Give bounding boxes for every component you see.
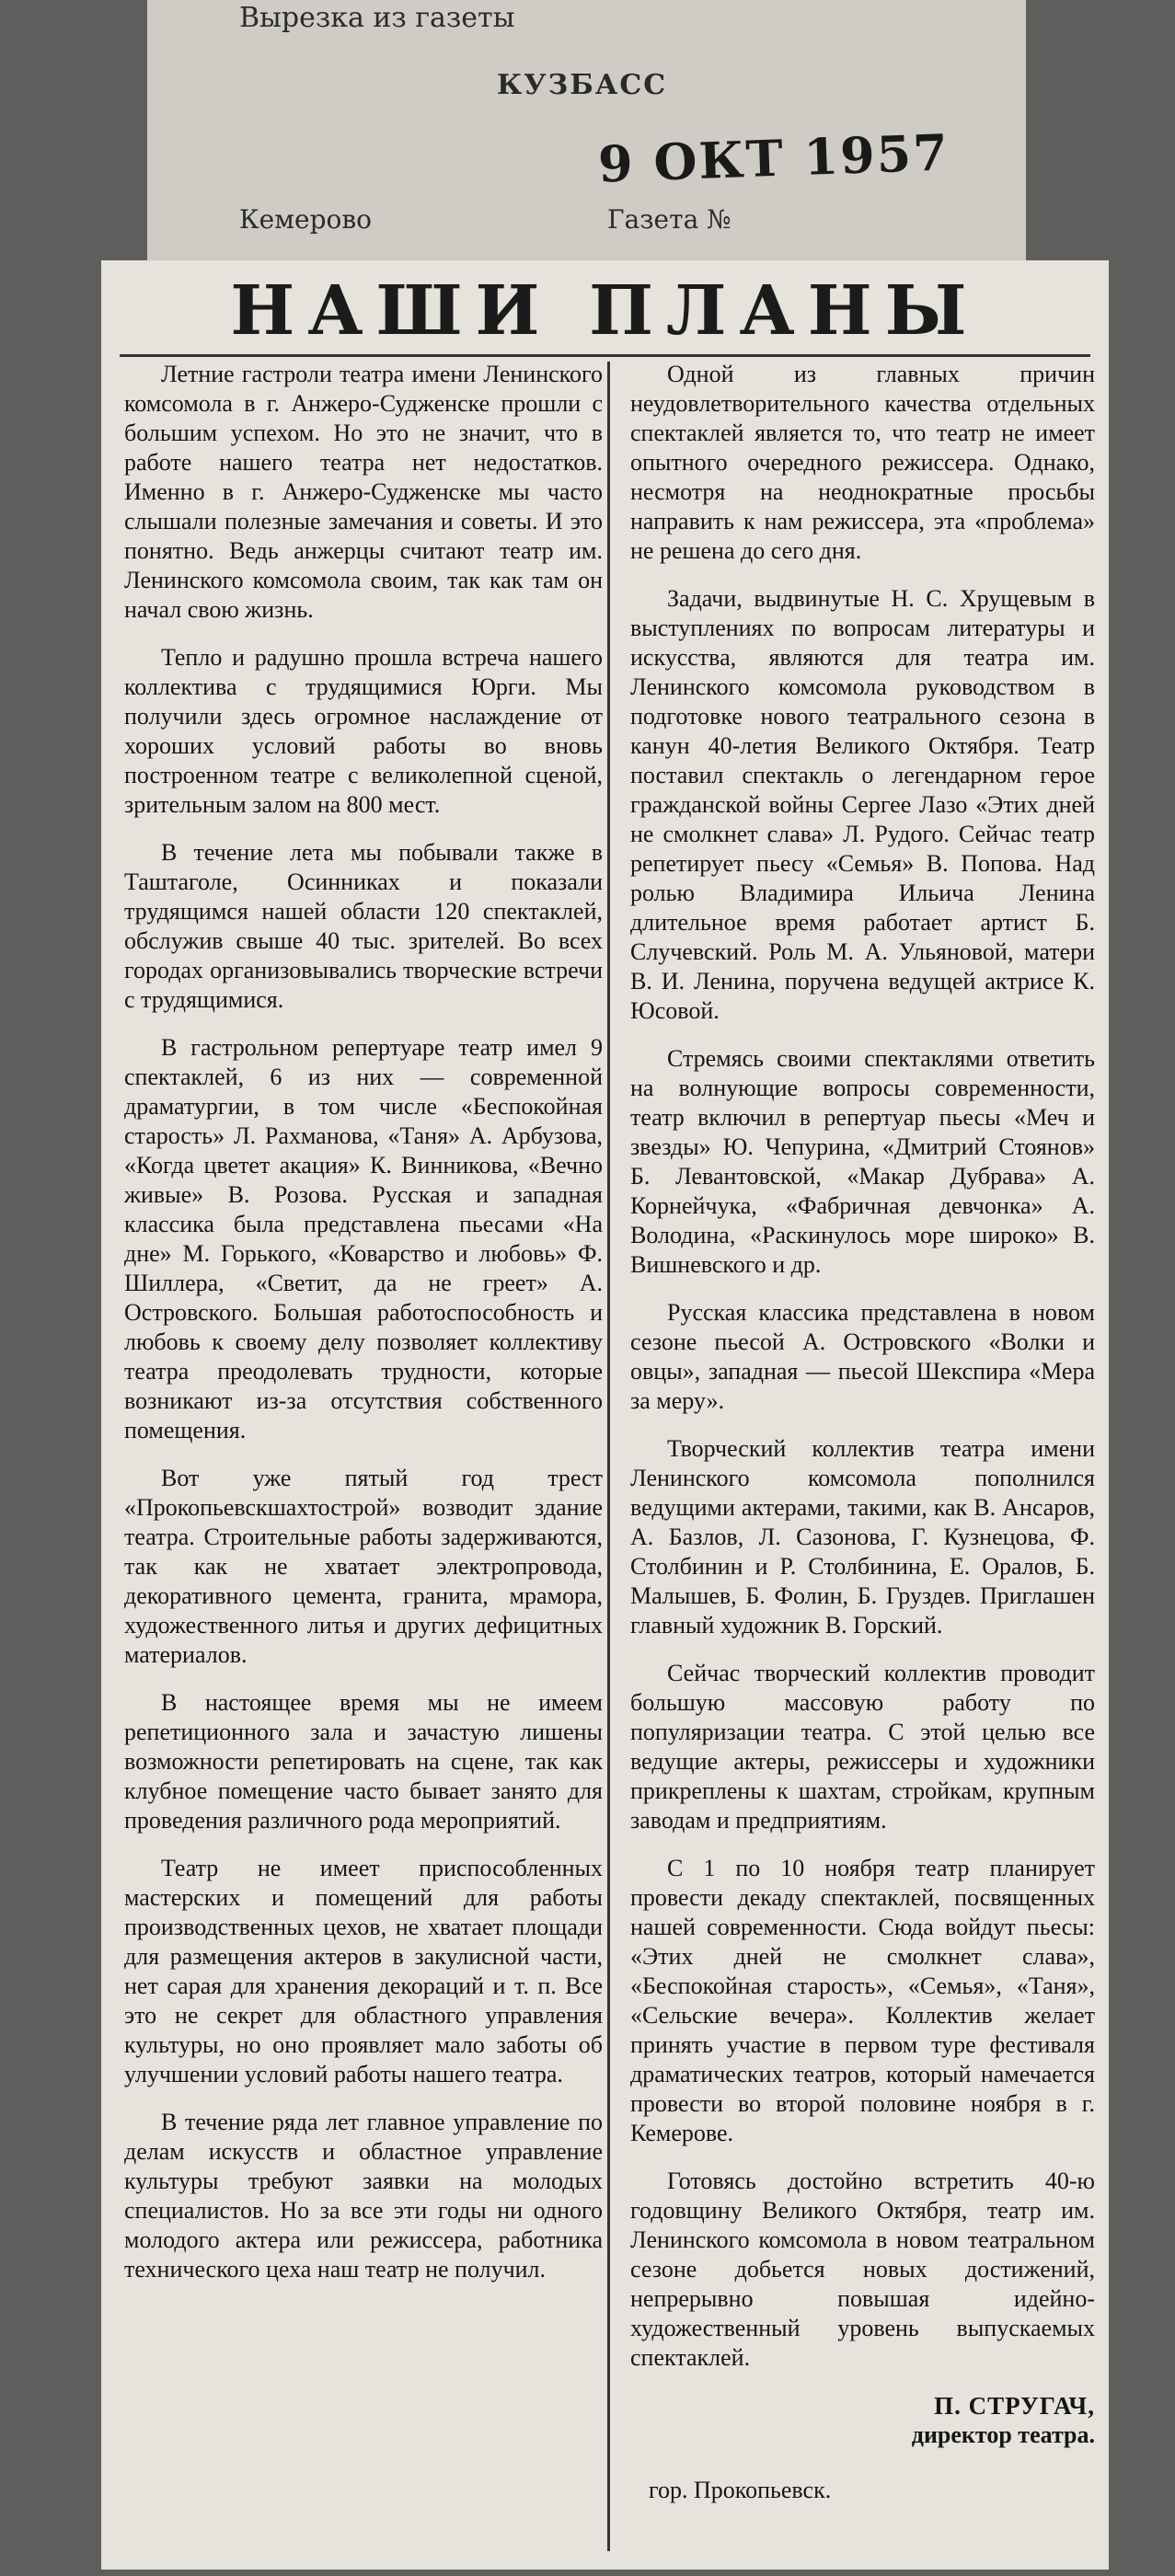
article-paragraph: Задачи, выдвинутые Н. С. Хрущевым в выступлениях по вопросам литературы и искусства, являются для театра им. Ленинского комсомола руководством в подготовке нового театрального сезона в канун 40-летия Великого Октября. Театр поставил спектакль о легендарном герое гражданской войны Сергее Лазо «Этих дней не смолкнет слава» Л. Рудого. Сейчас театр репетирует пьесу «Семья» В. Попова. Над ролью Владимира Ильича Ленина длительное время работает артист Б. Случевский. Роль М. А. Ульяновой, матери В. И. Ленина, поручена ведущей актрисе К. Юсовой. [630, 585, 1095, 1024]
article-paragraph: Вот уже пятый год трест «Прокопьевскшахтострой» возводит здание театра. Строительные работы задерживаются, так как не хватает электропровода, декоративного цемента, гранита, мрамора, художественного литья и других дефицитных материалов. [124, 1465, 603, 1668]
author-name: П. СТРУГАЧ, [934, 2392, 1095, 2420]
title-rule [120, 354, 1090, 357]
article-paragraph: Одной из главных причин неудовлетворительного качества отдельных спектаклей является то, что театр не имеет опытного очередного режиссера. Однако, несмотря на неоднократные просьбы направить к нам режиссера, эта «проблема» не решена до сего дня. [630, 361, 1095, 564]
article-paragraph: В гастрольном репертуаре театр имел 9 спектаклей, 6 из них — современной драматургии, в том числе «Беспокойная старость» Л. Рахманова, «Таня» А. Арбузова, «Когда цветет акация» К. Винникова, «Вечно живые» В. Розова. Русская и западная классика была представлена пьесами «На дне» М. Горького, «Коварство и любовь» Ф. Шиллера, «Светит, да не греет» А. Островского. Большая работоспособность и любовь к своему делу позволяет коллективу театра преодолевать трудности, которые возникают из-за отсутствия собственного помещения. [124, 1034, 603, 1443]
article-paragraph: Русская классика представлена в новом сезоне пьесой А. Островского «Волки и овцы», западная — пьесой Шекспира «Мера за меру». [630, 1299, 1095, 1414]
article-paragraph: Летние гастроли театра имени Ленинского комсомола в г. Анжеро-Судженске прошли с большим успехом. Но это не значит, что в работе нашего театра нет недостатков. Именно в г. Анжеро-Судженске мы часто слышали полезные замечания и советы. И это понятно. Ведь анжерцы считают театр им. Ленинского комсомола своим, так как там он начал свою жизнь. [124, 361, 603, 623]
article-paragraph: В течение лета мы побывали также в Таштаголе, Осинниках и показали трудящимся нашей области 120 спектаклей, обслужив свыше 40 тыс. зрителей. Во всех городах организовывались творческие встречи с трудящимися. [124, 839, 603, 1013]
article-paragraph: Стремясь своими спектаклями ответить на волнующие вопросы современности, театр включил в репертуар пьесы «Меч и звезды» Ю. Чепурина, «Дмитрий Стоянов» Б. Левантовской, «Макар Дубрава» А. Корнейчука, «Фабричная девчонка» А. Володина, «Раскинулось море широко» В. Вишневского и др. [630, 1045, 1095, 1278]
newspaper-name: КУЗБАСС [497, 69, 668, 101]
article-paragraph: Театр не имеет приспособленных мастерских и помещений для работы производственных цехов, не хватает площади для размещения актеров в закулисной части, нет сарая для хранения декораций и т. п. Все это не секрет для областного управления культуры, но оно проявляет мало заботы об улучшении условий работы нашего театра. [124, 1855, 603, 2087]
left-column [124, 360, 603, 2303]
article-paragraph: В настоящее время мы не имеем репетиционного зала и зачастую лишены возможности репетировать на сцене, так как клубное помещение часто бывает занято для проведения различного рода мероприятий. [124, 1689, 603, 1834]
article-paragraph: Готовясь достойно встретить 40-ю годовщину Великого Октября, театр им. Ленинского комсомола в новом театральном сезоне добьется новых достижений, непрерывно повышая идейно-художественный уровень выпускаемых спектаклей. [630, 2168, 1095, 2371]
article-paragraph: В течение ряда лет главное управление по делам искусств и областное управление культуры требуют заявки на молодых специалистов. Но за все эти годы ни одного молодого актера или режиссера, работника технического цеха наш театр не получил. [124, 2109, 603, 2283]
signature-block [630, 2391, 1095, 2505]
article-paragraph: Творческий коллектив театра имени Ленинского комсомола пополнился ведущими актерами, такими, как В. Ансаров, А. Базлов, Л. Сазонова, Г. Кузнецова, Ф. Столбинин и Р. Столбинина, Е. Оралов, Б. Малышев, Б. Фолин, Б. Груздев. Приглашен главный художник В. Горский. [630, 1435, 1095, 1639]
author-title: директор театра. [911, 2421, 1095, 2448]
label-header: Вырезка из газеты [239, 2, 515, 34]
clipping-label [147, 0, 1026, 262]
date-stamp: 9 ОКТ 1957 [596, 122, 950, 194]
author-city: гор. Прокопьевск. [649, 2477, 832, 2503]
article-paragraph: Сейчас творческий коллектив проводит большую массовую работу по популяризации театра. С этой целью все ведущие актеры, режиссеры и художники прикреплены к шахтам, стройкам, крупным заводам и предприятиям. [630, 1660, 1095, 1834]
column-divider [607, 362, 610, 2551]
label-issue: Газета № [607, 204, 731, 235]
right-column [630, 360, 1095, 2505]
label-city: Кемерово [239, 204, 372, 235]
article-paragraph: С 1 по 10 ноября театр планирует провести декаду спектаклей, посвященных нашей современности. Сюда войдут пьесы: «Этих дней не смолкнет слава», «Беспокойная старость», «Семья», «Таня», «Сельские вечера». Коллектив желает принять участие в первом туре фестиваля драматических театров, который намечается провести во второй половине ноября в г. Кемерове. [630, 1855, 1095, 2146]
article-paragraph: Тепло и радушно прошла встреча нашего коллектива с трудящимися Юрги. Мы получили здесь огромное наслаждение от хороших условий работы во вновь построенном театре с великолепной сценой, зрительным залом на 800 мест. [124, 644, 603, 818]
newspaper-clipping [101, 260, 1109, 2570]
article-title: НАШИ ПЛАНЫ [230, 271, 980, 351]
